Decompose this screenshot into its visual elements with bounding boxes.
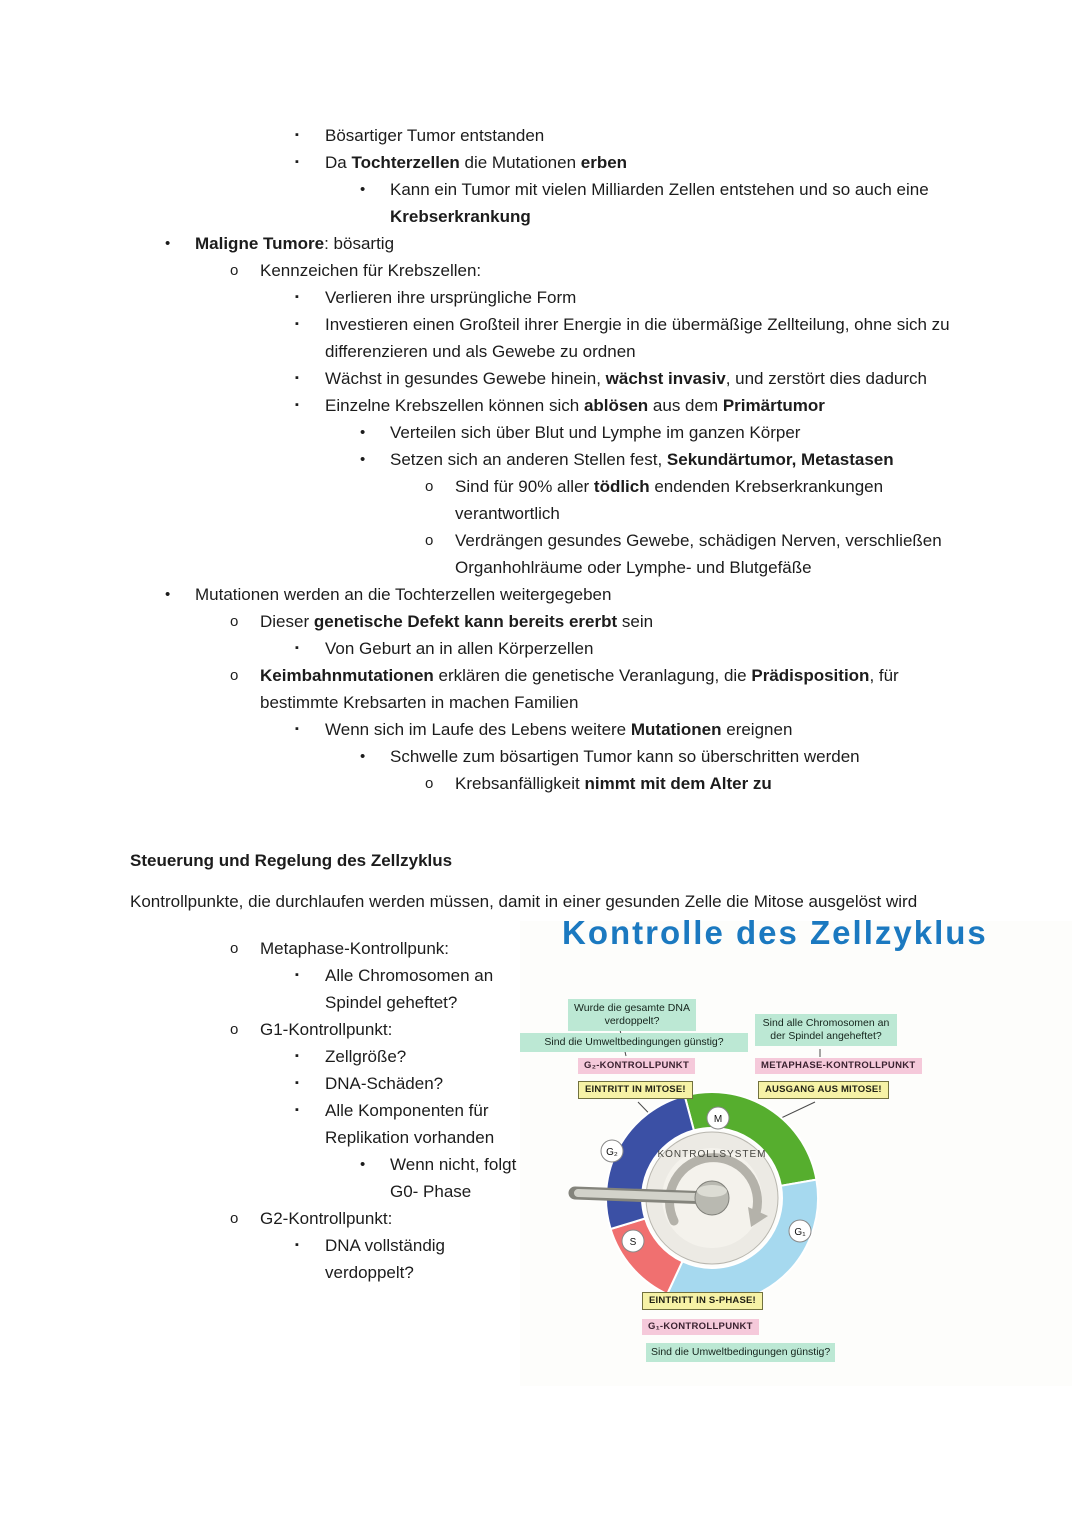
list-item-text: G1-Kontrollpunkt:	[260, 1020, 393, 1039]
bullet-glyph: ▪	[295, 1104, 299, 1116]
list-item-text: Verlieren ihre ursprüngliche Form	[325, 288, 577, 307]
list-item-text: Verdrängen gesundes Gewebe, schädigen Nerven, verschließen Organhohlräume oder Lymphe- und Blutgefäße	[455, 531, 942, 577]
list-item	[130, 257, 952, 284]
bullet-glyph: •	[360, 748, 366, 765]
list-item	[130, 230, 952, 257]
bullet-glyph: o	[425, 532, 434, 549]
bullet-glyph: ▪	[295, 1050, 299, 1062]
list-item	[130, 392, 952, 419]
list-item	[130, 743, 952, 770]
bullet-glyph: •	[360, 181, 366, 198]
bullet-glyph: o	[230, 262, 239, 279]
question-chromosomes-attached: Sind alle Chromosomen an der Spindel angeheftet?	[755, 1014, 897, 1046]
bullet-glyph: o	[425, 775, 434, 792]
list-item	[130, 1205, 520, 1232]
list-item-text: G2-Kontrollpunkt:	[260, 1209, 393, 1228]
list-item	[130, 176, 952, 230]
list-item	[130, 1232, 520, 1286]
enter-s-phase-label: EINTRITT IN S-PHASE!	[642, 1292, 763, 1310]
list-item	[130, 1016, 520, 1043]
bullet-glyph: ▪	[295, 399, 299, 411]
list-item	[130, 1043, 520, 1070]
list-item-text: Krebsanfälligkeit nimmt mit dem Alter zu	[455, 774, 772, 793]
list-item	[130, 662, 952, 716]
list-item	[130, 1151, 520, 1205]
bullet-glyph: ▪	[295, 1239, 299, 1251]
list-item	[130, 419, 952, 446]
list-item-text: Mutationen werden an die Tochterzellen weitergegeben	[195, 585, 612, 604]
bullet-glyph: ▪	[295, 642, 299, 654]
list-item-text: Wenn sich im Laufe des Lebens weitere Mutationen ereignen	[325, 720, 793, 739]
g2-checkpoint-label: G₂-KONTROLLPUNKT	[578, 1058, 695, 1074]
bullet-glyph: •	[165, 235, 171, 252]
list-item	[130, 770, 952, 797]
bullet-glyph: ▪	[295, 318, 299, 330]
question-environment-bottom: Sind die Umweltbedingungen günstig?	[646, 1343, 835, 1362]
bullet-glyph: ▪	[295, 1077, 299, 1089]
list-item	[130, 311, 952, 365]
list-item	[130, 635, 952, 662]
list-item	[130, 608, 952, 635]
list-item	[130, 581, 952, 608]
list-item-text: Kennzeichen für Krebszellen:	[260, 261, 482, 280]
list-item	[130, 446, 952, 473]
list-item-text: Sind für 90% aller tödlich endenden Krebserkrankungen verantwortlich	[455, 477, 884, 523]
enter-mitosis-label: EINTRITT IN MITOSE!	[578, 1081, 693, 1099]
list-item-text: Alle Chromosomen an Spindel geheftet?	[325, 966, 494, 1012]
list-item	[130, 1097, 520, 1151]
bullet-glyph: •	[360, 424, 366, 441]
list-item-text: Alle Komponenten für Replikation vorhanden	[325, 1101, 495, 1147]
list-item-text: Setzen sich an anderen Stellen fest, Sekundärtumor, Metastasen	[390, 450, 894, 469]
list-item	[130, 1070, 520, 1097]
list-item	[130, 935, 520, 962]
bullet-glyph: ▪	[295, 129, 299, 141]
list-item-text: Maligne Tumore: bösartig	[195, 234, 395, 253]
list-item-text: Verteilen sich über Blut und Lymphe im ganzen Körper	[390, 423, 801, 442]
list-item	[130, 716, 952, 743]
intro-paragraph: Kontrollpunkte, die durchlaufen werden müssen, damit in einer gesunden Zelle die Mitose ausgelöst wird	[130, 892, 918, 911]
phase-badge-g1: G₁	[794, 1227, 806, 1238]
list-item-text: Kann ein Tumor mit vielen Milliarden Zellen entstehen und so auch eine Krebserkrankung	[390, 180, 929, 226]
list-item-text: Dieser genetische Defekt kann bereits ererbt sein	[260, 612, 654, 631]
bullet-glyph: o	[425, 478, 434, 495]
figure-title: Kontrolle des Zellzyklus	[562, 914, 988, 951]
list-item-text: Wenn nicht, folgt G0- Phase	[390, 1155, 517, 1201]
g1-checkpoint-label: G₁-KONTROLLPUNKT	[642, 1319, 759, 1335]
list-item-text: Da Tochterzellen die Mutationen erben	[325, 153, 628, 172]
bullet-glyph: •	[360, 451, 366, 468]
list-item-text: Keimbahnmutationen erklären die genetische Veranlagung, die Prädisposition, für bestimmte Krebsarten in machen Familien	[260, 666, 899, 712]
list-item-text: Einzelne Krebszellen können sich ablösen aus dem Primärtumor	[325, 396, 825, 415]
exit-mitosis-label: AUSGANG AUS MITOSE!	[758, 1081, 889, 1099]
list-item	[130, 284, 952, 311]
checkpoints-section	[130, 914, 988, 1386]
list-item	[130, 527, 952, 581]
bullet-glyph: ▪	[295, 156, 299, 168]
section-heading: Steuerung und Regelung des Zellzyklus	[130, 851, 453, 870]
phase-badge-s: S	[629, 1237, 637, 1248]
metaphase-checkpoint-label: METAPHASE-KONTROLLPUNKT	[755, 1058, 922, 1074]
list-item-text: Von Geburt an in allen Körperzellen	[325, 639, 594, 658]
list-item	[130, 365, 952, 392]
bullet-glyph: o	[230, 1021, 239, 1038]
phase-badge-m: M	[713, 1114, 723, 1125]
list-item-text: Investieren einen Großteil ihrer Energie in die übermäßige Zellteilung, ohne sich zu differenzieren und als Gewebe zu ordnen	[325, 315, 950, 361]
bullet-glyph: o	[230, 940, 239, 957]
list-item	[130, 962, 520, 1016]
list-item-text: Zellgröße?	[325, 1047, 407, 1066]
bullet-glyph: ▪	[295, 372, 299, 384]
cell-cycle-figure	[520, 914, 1072, 1386]
bullet-glyph: •	[360, 1156, 366, 1173]
bullet-glyph: ▪	[295, 723, 299, 735]
list-item-text: Bösartiger Tumor entstanden	[325, 126, 545, 145]
list-item-text: Schwelle zum bösartigen Tumor kann so überschritten werden	[390, 747, 860, 766]
list-item	[130, 473, 952, 527]
list-item-text: DNA-Schäden?	[325, 1074, 444, 1093]
list-item-text: Metaphase-Kontrollpunk:	[260, 939, 450, 958]
cell-cycle-ring	[520, 914, 1072, 1386]
question-environment-top: Sind die Umweltbedingungen günstig?	[520, 1033, 748, 1052]
list-item	[130, 122, 952, 149]
phase-badge-g2: G₂	[606, 1147, 618, 1158]
list-item-text: DNA vollständig verdoppelt?	[325, 1236, 446, 1282]
question-dna-doubled: Wurde die gesamte DNA verdoppelt?	[568, 999, 696, 1031]
bullet-glyph: o	[230, 667, 239, 684]
list-item	[130, 149, 952, 176]
bullet-glyph: ▪	[295, 969, 299, 981]
bullet-glyph: ▪	[295, 291, 299, 303]
outline-top	[130, 122, 952, 797]
bullet-glyph: o	[230, 613, 239, 630]
bullet-glyph: •	[165, 586, 171, 603]
bullet-glyph: o	[230, 1210, 239, 1227]
list-item-text: Wächst in gesundes Gewebe hinein, wächst invasiv, und zerstört dies dadurch	[325, 369, 927, 388]
checkpoints-list	[130, 925, 520, 1386]
control-system-label: KONTROLLSYSTEM	[657, 1149, 767, 1160]
